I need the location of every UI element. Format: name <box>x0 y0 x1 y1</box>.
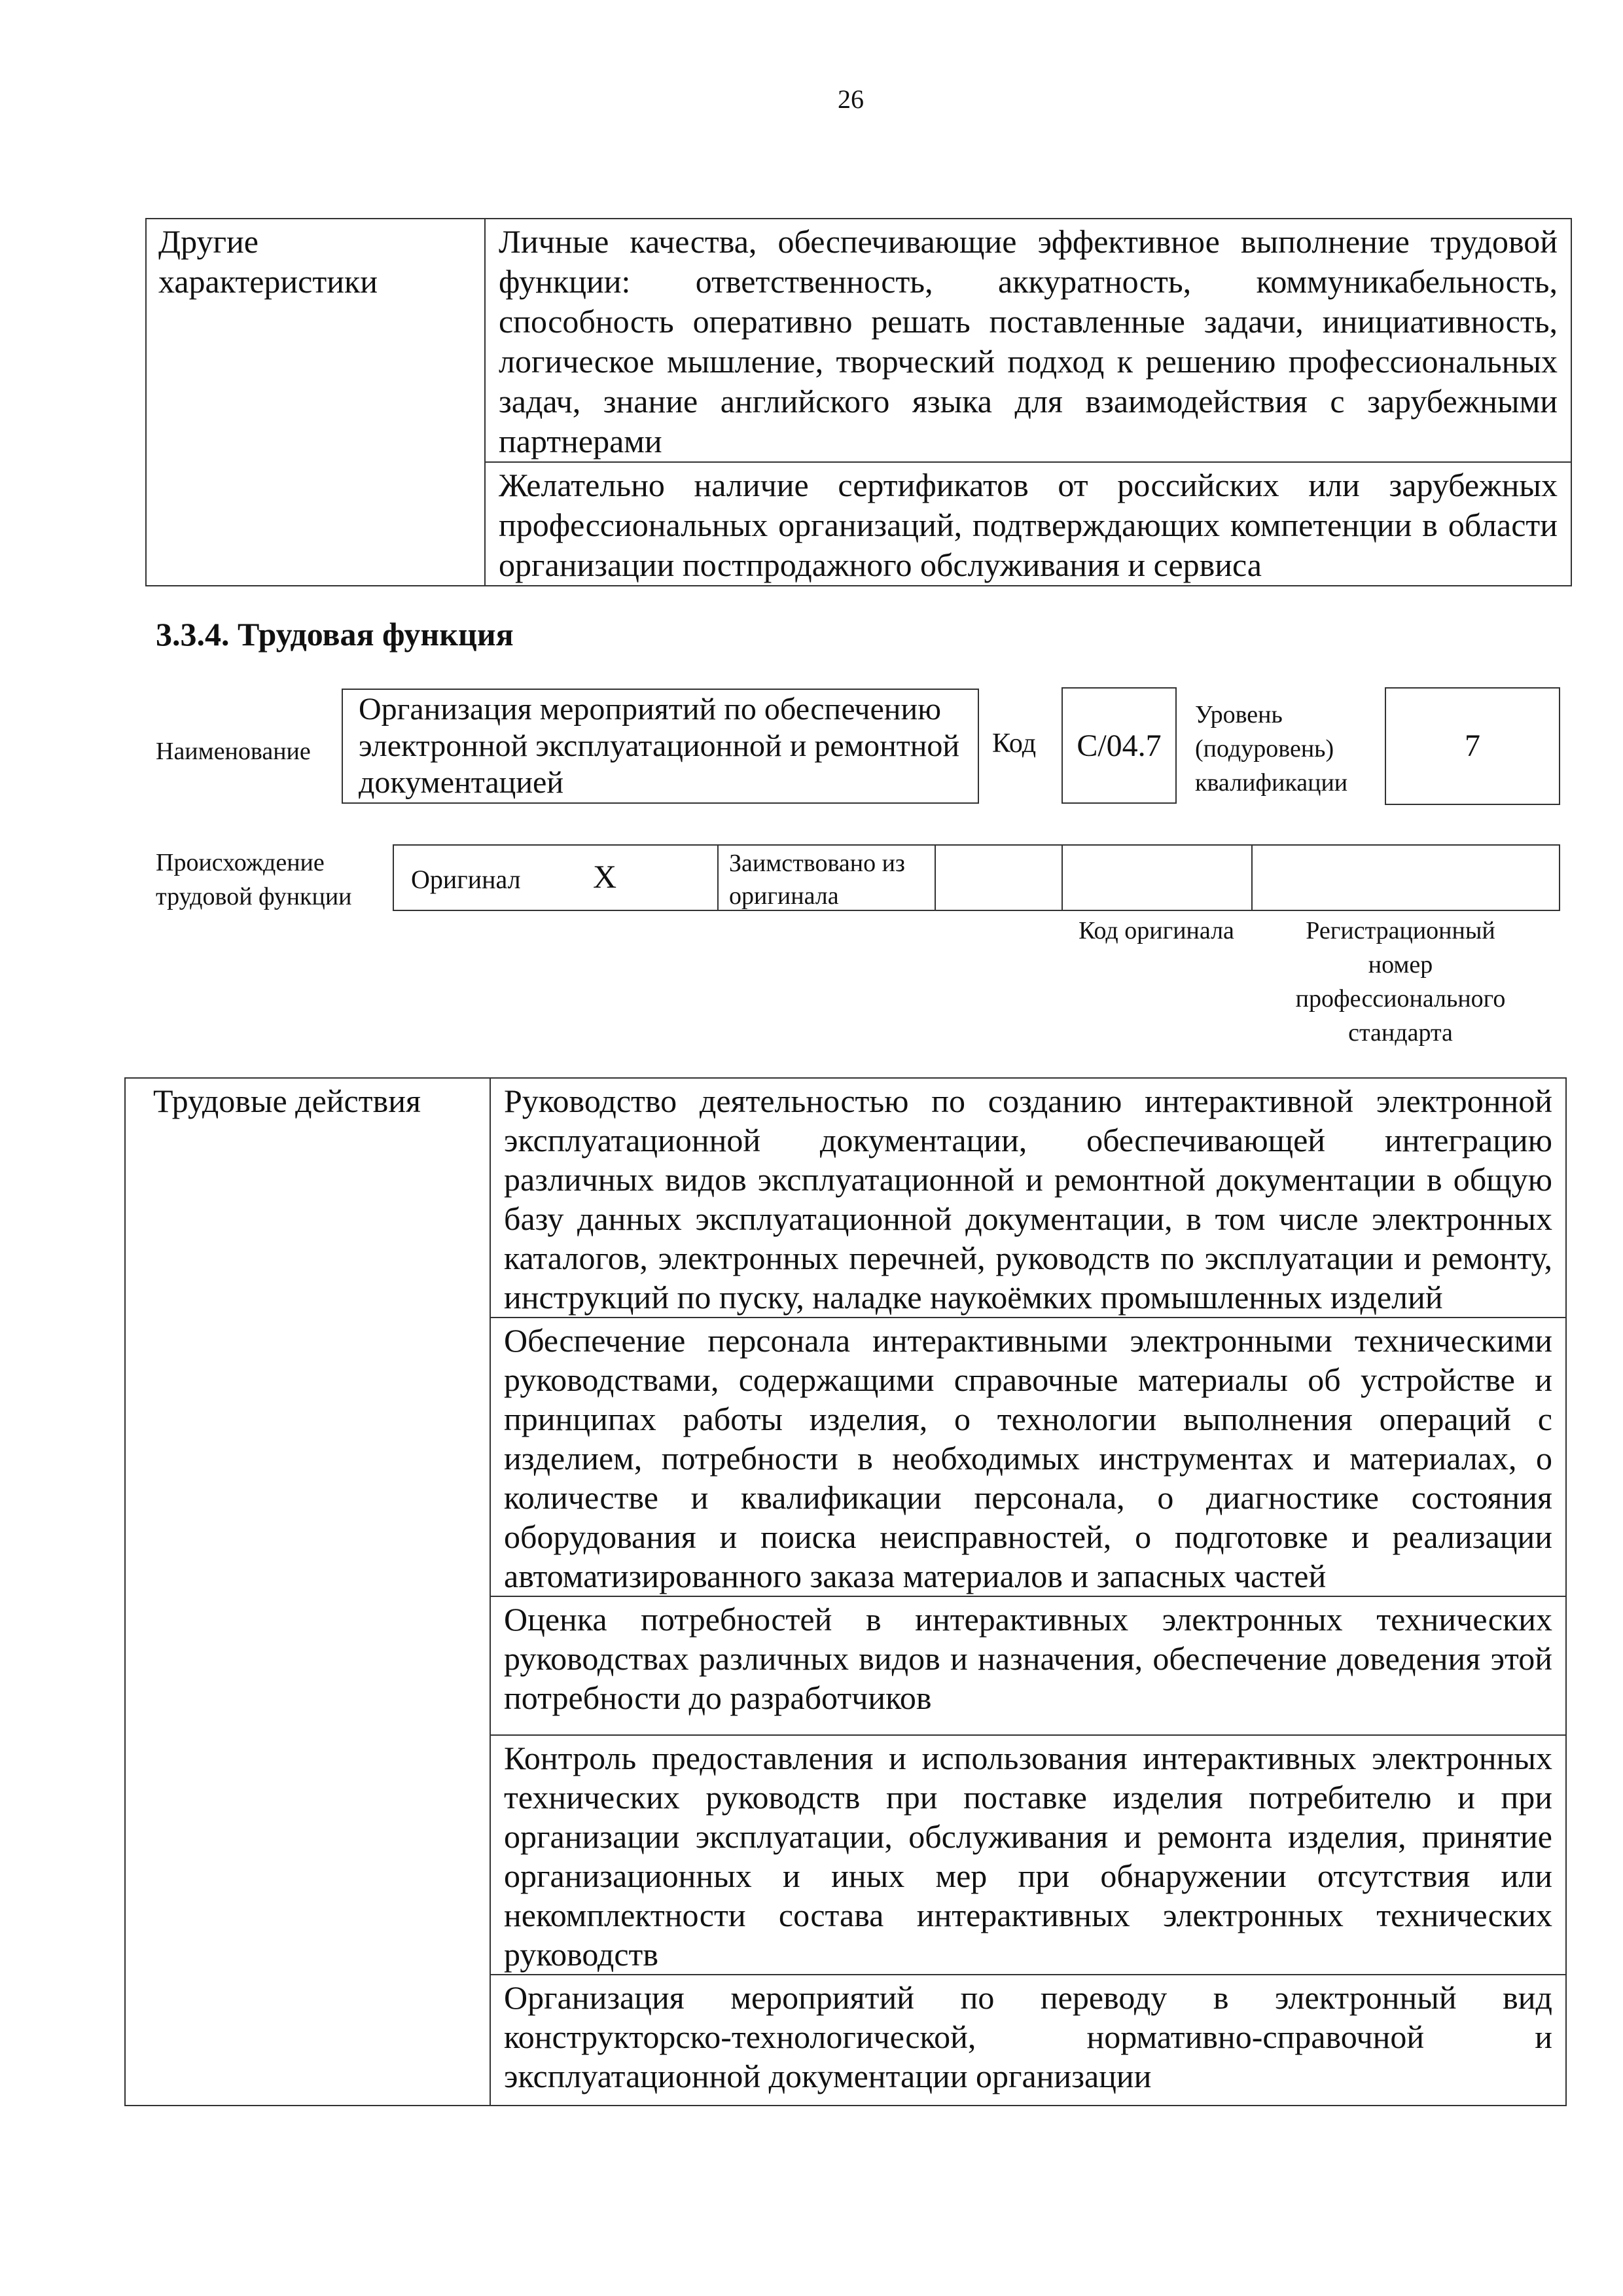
function-name-value: Организация мероприятий по обеспечению электронной эксплуатационной и ремонтной документацией <box>359 692 960 800</box>
borrowed-label: Заимствовано из оригинала <box>729 850 905 910</box>
origin-row <box>393 844 1560 911</box>
labor-action-row: Организация мероприятий по переводу в электронный вид конструкторско-технологической, нормативно-справочной и эксплуатационной документации организации <box>490 1975 1566 2106</box>
name-label: Наименование <box>156 738 311 765</box>
labor-action-row: Оценка потребностей в интерактивных электронных технических руководствах различных видов и назначения, обеспечение доведения этой потребности до разработчиков <box>490 1596 1566 1735</box>
code-value: C/04.7 <box>1077 728 1162 763</box>
labor-action-row: Руководство деятельностью по созданию интерактивной электронной эксплуатационной документации, обеспечивающей интеграцию различных видов эксплуатационной и ремонтной документации в общую базу данных эксплуатационной документации, в том числе электронных каталогов, электронных перечней, руководств по эксплуатации и ремонту, инструкций по пуску, наладке наукоёмких промышленных изделий <box>490 1078 1566 1318</box>
origin-divider <box>1061 844 1063 911</box>
labor-action-row: Обеспечение персонала интерактивными электронными техническими руководствами, содержащими справочные материалы об устройстве и принципах работы изделия, о технологии выполнения операций с изделием, потребности в необходимых инструментах и материалах, о количестве и квалификации персонала, о диагностике состояния оборудования и поиска неисправностей, о подготовке и реализации автоматизированного заказа материалов и запасных частей <box>490 1318 1566 1596</box>
labor-actions-label: Трудовые действия <box>125 1078 490 2106</box>
function-name-box <box>342 689 979 804</box>
reg-number-caption: Регистрационный номер профессионального стандарта <box>1295 917 1506 1047</box>
other-characteristics-row: Желательно наличие сертификатов от российских или зарубежных профессиональных организаций, подтверждающих компетенции в области организации постпродажного обслуживания и сервиса <box>485 462 1571 586</box>
code-original-caption: Код оригинала <box>1079 917 1234 944</box>
other-characteristics-row: Личные качества, обеспечивающие эффективное выполнение трудовой функции: ответственность, аккуратность, коммуникабельность, способность оперативно решать поставленные задачи, инициативность, логическое мышление, творческий подход к решению профессиональных задач, знание английского языка для взаимодействия с зарубежными партнерами <box>485 219 1571 462</box>
origin-divider <box>935 844 936 911</box>
origin-label: Происхождение трудовой функции <box>156 849 352 910</box>
section-title: 3.3.4. Трудовая функция <box>156 616 514 653</box>
level-label: Уровень (подуровень) квалификации <box>1195 701 1348 797</box>
original-mark: X <box>593 858 617 895</box>
original-label: Оригинал <box>411 865 521 894</box>
other-characteristics-table <box>145 218 1572 586</box>
level-value: 7 <box>1465 728 1480 763</box>
code-box <box>1061 687 1177 804</box>
other-characteristics-label: Другие характеристики <box>146 219 485 586</box>
level-box <box>1385 687 1560 805</box>
labor-action-row: Контроль предоставления и использования интерактивных электронных технических руководств при поставке изделия потребителю и при организации эксплуатации, обслуживания и ремонта изделия, принятие организационных и иных мер при обнаружении отсутствия или некомплектности состава интерактивных электронных технических руководств <box>490 1735 1566 1975</box>
labor-actions-table <box>124 1077 1567 2106</box>
origin-divider <box>717 844 719 911</box>
page-number: 26 <box>838 84 864 114</box>
origin-divider <box>1251 844 1253 911</box>
code-label: Код <box>992 728 1037 759</box>
